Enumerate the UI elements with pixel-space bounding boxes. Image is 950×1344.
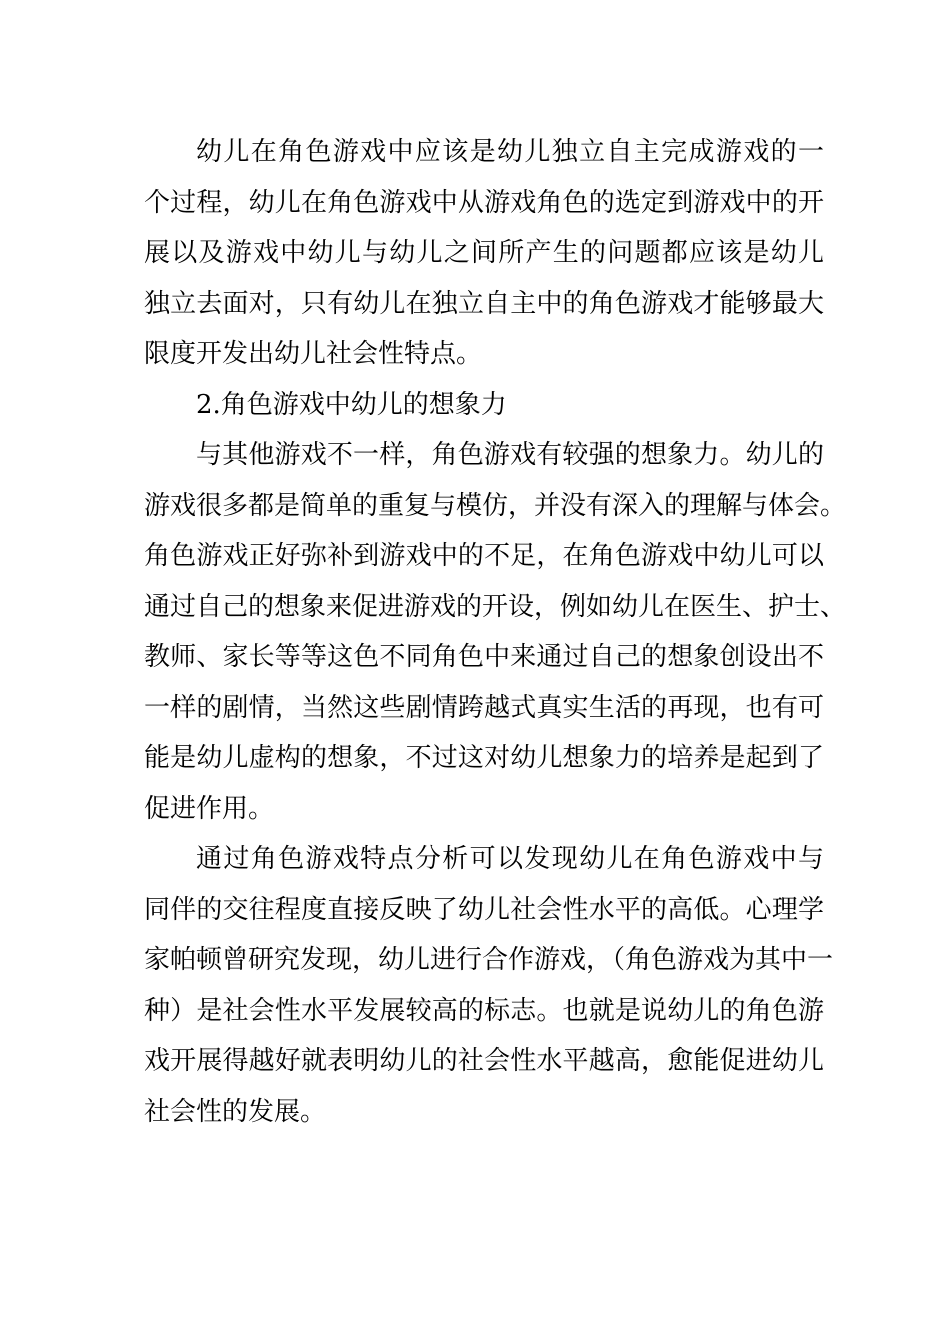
- text-line: 同伴的交往程度直接反映了幼儿社会性水平的高低。心理学: [144, 894, 824, 925]
- document-body: [144, 127, 847, 1137]
- text-line: 与其他游戏不一样，角色游戏有较强的想象力。幼儿的: [196, 440, 824, 470]
- text-line: 能是幼儿虚构的想象，不过这对幼儿想象力的培养是起到了: [144, 743, 824, 773]
- text-line: 游戏很多都是简单的重复与模仿，并没有深入的理解与体会。: [144, 490, 847, 521]
- text-line: 角色游戏正好弥补到游戏中的不足，在角色游戏中幼儿可以: [144, 541, 824, 571]
- section-heading-imagination: [144, 380, 824, 431]
- paragraph-social-level: [144, 834, 834, 1137]
- text-line: 戏开展得越好就表明幼儿的社会性水平越高，愈能促进幼儿: [144, 1046, 824, 1076]
- text-line: 促进作用。: [144, 793, 275, 824]
- text-line: 独立去面对，只有幼儿在独立自主中的角色游戏才能够最大: [144, 288, 824, 319]
- text-line: 通过角色游戏特点分析可以发现幼儿在角色游戏中与: [196, 844, 824, 874]
- paragraph-independence: [144, 127, 824, 380]
- text-line: 限度开发出幼儿社会性特点。: [144, 339, 483, 369]
- text-line: 社会性的发展。: [144, 1096, 327, 1127]
- paragraph-imagination: [144, 430, 847, 834]
- text-line: 种）是社会性水平发展较高的标志。也就是说幼儿的角色游: [144, 995, 824, 1026]
- text-line: 一样的剧情，当然这些剧情跨越式真实生活的再现，也有可: [144, 692, 824, 723]
- text-line: 幼儿在角色游戏中应该是幼儿独立自主完成游戏的一: [196, 137, 824, 167]
- text-line: 通过自己的想象来促进游戏的开设，例如幼儿在医生、护士、: [144, 591, 847, 622]
- text-line: 教师、家长等等这色不同角色中来通过自己的想象创设出不: [144, 642, 824, 672]
- text-line: 家帕顿曾研究发现，幼儿进行合作游戏，（角色游戏为其中一: [144, 945, 834, 975]
- text-line: 展以及游戏中幼儿与幼儿之间所产生的问题都应该是幼儿: [144, 238, 824, 268]
- section-heading: 2.角色游戏中幼儿的想象力: [196, 389, 507, 420]
- text-line: 个过程，幼儿在角色游戏中从游戏角色的选定到游戏中的开: [144, 187, 824, 218]
